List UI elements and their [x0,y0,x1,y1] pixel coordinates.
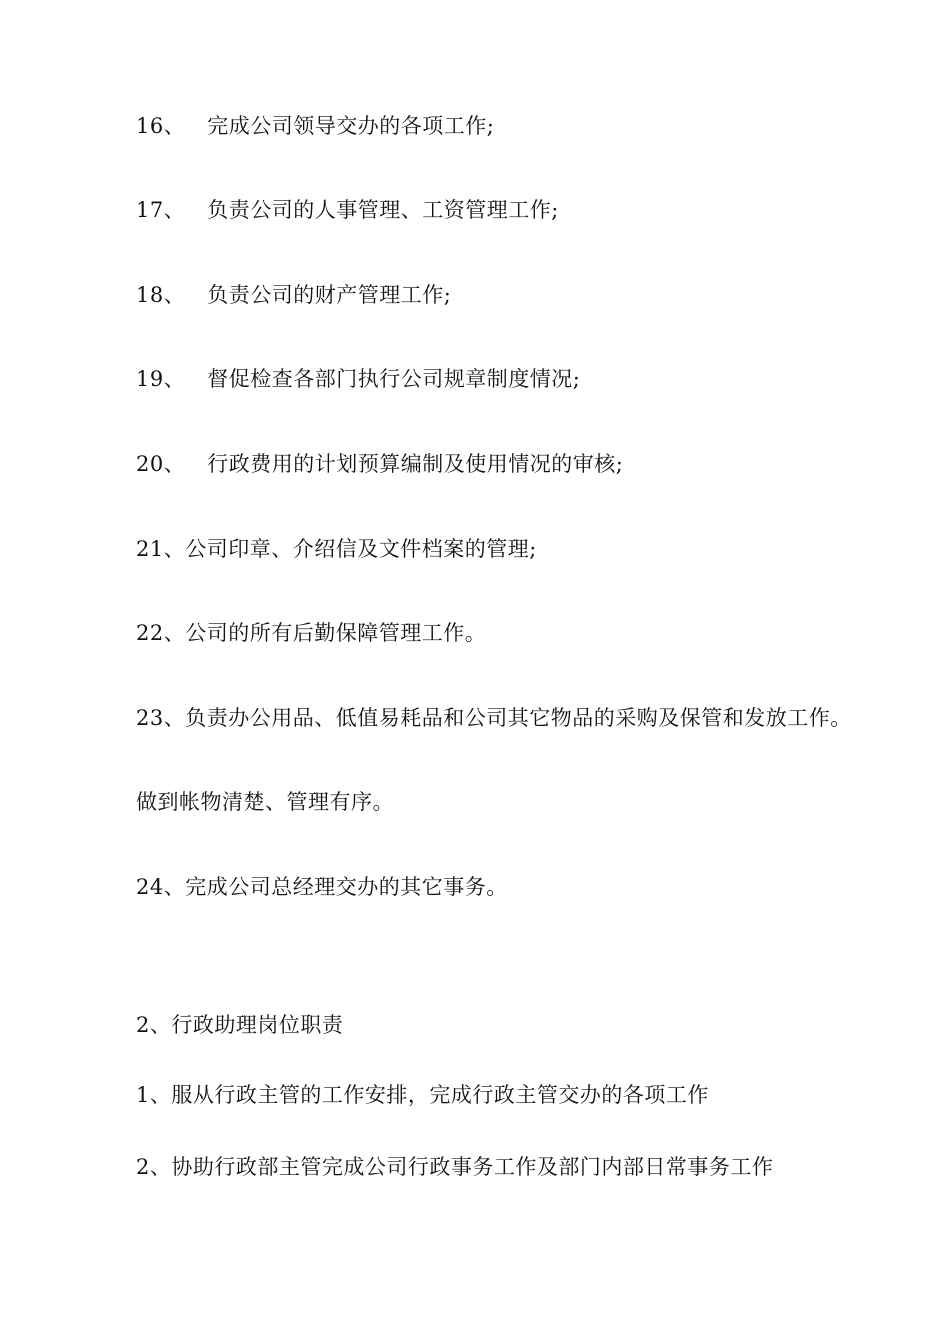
duty-item-20 [136,450,623,478]
duty-item-24: 24、完成公司总经理交办的其它事务。 [136,875,508,899]
item-text: 行政费用的计划预算编制及使用情况的审核; [207,452,624,476]
section-title: 2、行政助理岗位职责 [136,1013,344,1037]
duty-item-21: 21、公司印章、介绍信及文件档案的管理; [136,537,537,561]
item-number: 20、 [136,452,186,476]
duty-item-18 [136,281,451,309]
duty-item-23-continued: 做到帐物清楚、管理有序。 [136,790,394,814]
item-text: 负责公司的人事管理、工资管理工作; [207,198,559,222]
item-text: 督促检查各部门执行公司规章制度情况; [207,367,581,391]
duty-item-19 [136,365,580,393]
item-number: 17、 [136,198,186,222]
duty-item-17 [136,196,559,224]
assistant-duty-item-1: 1、服从行政主管的工作安排，完成行政主管交办的各项工作 [136,1083,709,1107]
item-number: 16、 [136,114,186,138]
item-text: 负责公司的财产管理工作; [207,283,452,307]
item-text: 完成公司领导交办的各项工作; [207,114,495,138]
item-number: 19、 [136,367,186,391]
duty-item-23: 23、负责办公用品、低值易耗品和公司其它物品的采购及保管和发放工作。 [136,706,852,730]
duty-item-16 [136,112,494,140]
duty-item-22: 22、公司的所有后勤保障管理工作。 [136,621,487,645]
item-number: 18、 [136,283,186,307]
assistant-duty-item-2: 2、协助行政部主管完成公司行政事务工作及部门内部日常事务工作 [136,1155,774,1179]
